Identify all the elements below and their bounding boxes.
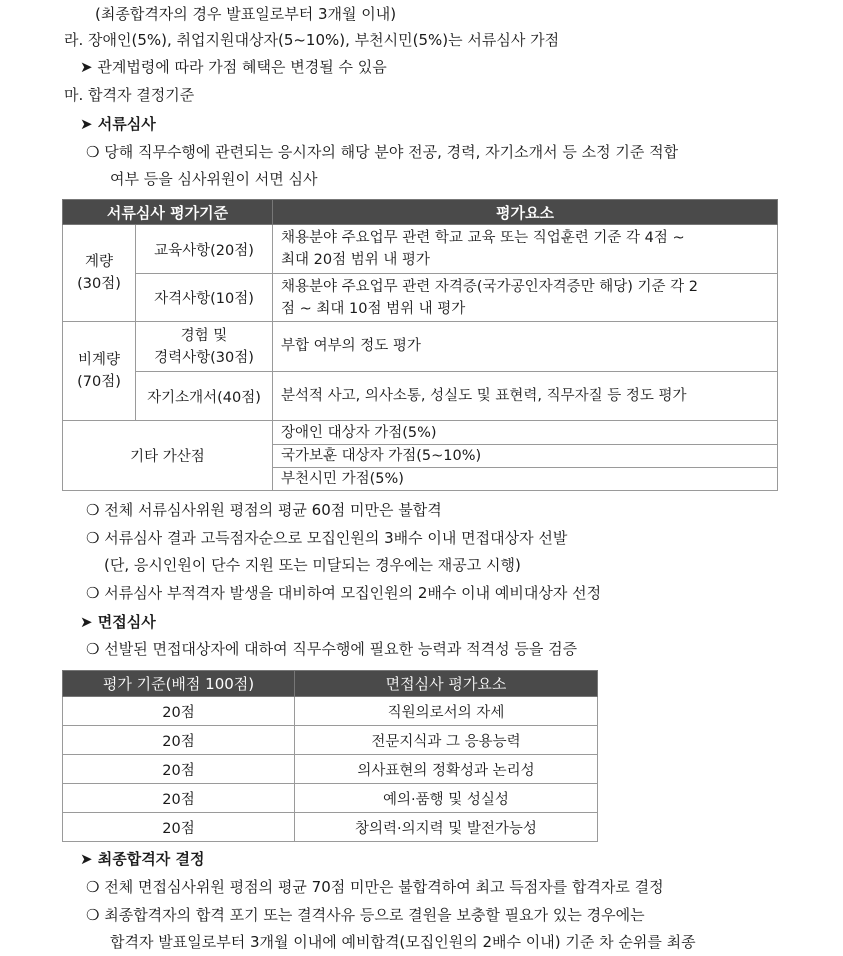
experience-label-line1: 경험 및 — [180, 327, 228, 344]
score-cell: 20점 — [63, 697, 295, 726]
education-desc — [273, 225, 778, 274]
quantitative-points: (30점) — [77, 276, 121, 292]
score-cell: 20점 — [63, 784, 295, 813]
table-header-elements: 평가요소 — [273, 200, 778, 225]
table-row — [63, 697, 598, 726]
table-row — [63, 274, 778, 322]
score-cell: 20점 — [63, 755, 295, 784]
table-header-interview-elements: 면접심사 평가요소 — [295, 671, 598, 697]
table-row — [63, 225, 778, 274]
fail-threshold-note: ❍ 전체 서류심사위원 평점의 평균 60점 미만은 불합격 — [86, 501, 442, 519]
score-cell: 20점 — [63, 813, 295, 842]
bonus-list — [273, 421, 778, 491]
final-decision-desc: ❍ 전체 면접심사위원 평점의 평균 70점 미만은 불합격하여 최고 득점자를 합격자로 결정 — [86, 878, 664, 896]
table-header-score: 평가 기준(배점 100점) — [63, 671, 295, 697]
table-row — [63, 421, 778, 491]
certificate-desc-line1: 채용분야 주요업무 관련 자격증(국가공인자격증만 해당) 기준 각 2 — [281, 278, 698, 295]
final-pass-period-note: (최종합격자의 경우 발표일로부터 3개월 이내) — [95, 5, 397, 23]
document-review-desc: ❍ 당해 직무수행에 관련되는 응시자의 해당 분야 전공, 경력, 자기소개서 등 소정 기준 적합 — [86, 143, 679, 161]
certificate-desc-line2: 점 ~ 최대 10점 범위 내 평가 — [281, 300, 466, 317]
reserve-candidates-note: ❍ 서류심사 부적격자 발생을 대비하여 모집인원의 2배수 이내 예비대상자 선정 — [86, 584, 602, 602]
table-row — [63, 784, 598, 813]
experience-desc: 부합 여부의 정도 평가 — [273, 322, 778, 372]
certificate-label: 자격사항(10점) — [136, 274, 273, 322]
education-desc-line2: 최대 20점 범위 내 평가 — [281, 252, 430, 268]
bonus-disabled: 장애인 대상자 가점(5%) — [281, 424, 437, 441]
education-desc-line1: 채용분야 주요업무 관련 학교 교육 또는 직업훈련 기준 각 4점 ~ — [281, 230, 685, 246]
certificate-desc — [273, 274, 778, 322]
self-intro-desc: 분석적 사고, 의사소통, 성실도 및 표현력, 직무자질 등 정도 평가 — [273, 372, 778, 421]
interview-table — [62, 670, 598, 842]
readvertise-note: (단, 응시인원이 단수 지원 또는 미달되는 경우에는 재공고 시행) — [104, 556, 521, 574]
non-quantitative-label: 비계량 — [77, 352, 121, 368]
table-row — [63, 726, 598, 755]
quantitative-cell — [63, 225, 136, 322]
table-row — [63, 322, 778, 372]
table-header-row — [63, 200, 778, 225]
table-header-criteria: 서류심사 평가기준 — [63, 200, 273, 225]
selection-criteria-heading: 마. 합격자 결정기준 — [64, 86, 195, 104]
experience-label-line2: 경력사항(30점) — [154, 349, 254, 366]
bonus-residents: 부천시민 가점(5%) — [273, 467, 777, 490]
table-row — [63, 813, 598, 842]
non-quantitative-cell — [63, 322, 136, 421]
bonus-veterans: 국가보훈 대상자 가점(5~10%) — [273, 444, 777, 467]
document-review-desc-cont: 여부 등을 심사위원이 서면 심사 — [110, 170, 318, 188]
final-decision-heading: ➤ 최종합격자 결정 — [80, 850, 205, 868]
vacancy-fill-note-cont: 합격자 발표일로부터 3개월 이내에 예비합격(모집인원의 2배수 이내) 기준 차 순위를 최종 — [110, 933, 696, 951]
non-quantitative-points: (70점) — [77, 374, 121, 390]
element-cell: 예의·품행 및 성실성 — [295, 784, 598, 813]
interview-selection-note: ❍ 서류심사 결과 고득점자순으로 모집인원의 3배수 이내 면접대상자 선발 — [86, 529, 568, 547]
law-change-note: ➤ 관계법령에 따라 가점 혜택은 변경될 수 있음 — [80, 58, 387, 76]
bonus-label: 기타 가산점 — [63, 421, 273, 491]
document-review-heading: ➤ 서류심사 — [80, 115, 156, 133]
element-cell: 직원의로서의 자세 — [295, 697, 598, 726]
experience-label — [136, 322, 273, 372]
table-row — [63, 372, 778, 421]
interview-desc: ❍ 선발된 면접대상자에 대하여 직무수행에 필요한 능력과 적격성 등을 검증 — [86, 640, 578, 658]
table-header-row — [63, 671, 598, 697]
self-intro-label: 자기소개서(40점) — [136, 372, 273, 421]
document-review-table — [62, 199, 778, 491]
quantitative-label: 계량 — [84, 254, 113, 270]
bonus-points-item: 라. 장애인(5%), 취업지원대상자(5~10%), 부천시민(5%)는 서류심사 가점 — [64, 31, 560, 49]
element-cell: 의사표현의 정확성과 논리성 — [295, 755, 598, 784]
element-cell: 전문지식과 그 응용능력 — [295, 726, 598, 755]
education-label: 교육사항(20점) — [136, 225, 273, 274]
element-cell: 창의력·의지력 및 발전가능성 — [295, 813, 598, 842]
table-row — [63, 755, 598, 784]
score-cell: 20점 — [63, 726, 295, 755]
vacancy-fill-note: ❍ 최종합격자의 합격 포기 또는 결격사유 등으로 결원을 보충할 필요가 있는 경우에는 — [86, 906, 645, 924]
interview-heading: ➤ 면접심사 — [80, 613, 156, 631]
